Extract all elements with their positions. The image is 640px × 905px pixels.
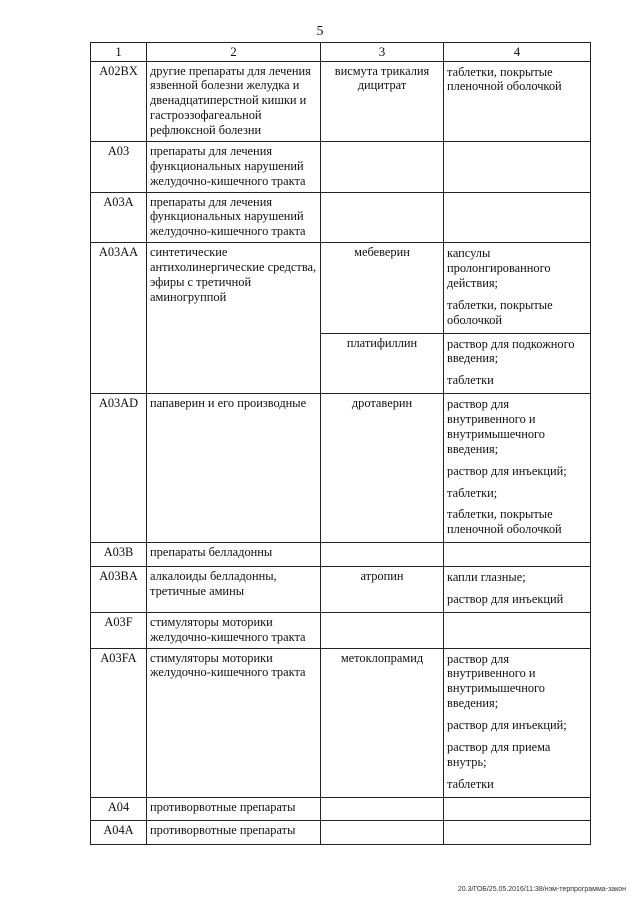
dosage-form bbox=[447, 195, 587, 213]
group-name-cell: другие препараты для лечения язвенной болезни желудка и двенадцатиперстной кишки и гастроэзофагеальной рефлюксной болезни bbox=[147, 61, 321, 141]
atc-code-cell: A03B bbox=[91, 543, 147, 567]
dosage-form: таблетки, покрытые оболочкой bbox=[447, 297, 553, 327]
dosage-forms-cell bbox=[444, 394, 591, 543]
dosage-form: капсулы пролонгированного действия; bbox=[447, 246, 551, 290]
table-row bbox=[91, 394, 591, 543]
drug-name-cell: атропин bbox=[321, 567, 444, 613]
dosage-forms-cell bbox=[444, 567, 591, 613]
atc-code-cell: A04A bbox=[91, 821, 147, 845]
table-row bbox=[91, 543, 591, 567]
dosage-forms-cell bbox=[444, 141, 591, 192]
dosage-forms-cell bbox=[444, 797, 591, 821]
dosage-form: таблетки, покрытые пленочной оболочкой bbox=[447, 507, 562, 537]
page-number: 5 bbox=[316, 24, 324, 39]
dosage-forms-cell bbox=[444, 543, 591, 567]
table-row bbox=[91, 612, 591, 648]
dosage-forms-cell bbox=[444, 612, 591, 648]
dosage-form: раствор для инъекций; bbox=[447, 718, 567, 733]
table-row bbox=[91, 141, 591, 192]
dosage-forms-cell bbox=[444, 243, 591, 333]
dosage-forms-cell bbox=[444, 192, 591, 243]
dosage-form: таблетки; bbox=[447, 485, 498, 500]
table-row bbox=[91, 567, 591, 613]
footer-stamp: 20.3/ГОБ/25.05.2016/11:38/нэм-терпрограмма-закон bbox=[457, 886, 626, 893]
dosage-form: раствор для инъекций bbox=[447, 591, 564, 606]
drug-name-cell bbox=[321, 797, 444, 821]
drug-name-cell bbox=[321, 612, 444, 648]
dosage-form: раствор для приема внутрь; bbox=[447, 739, 551, 769]
table-row bbox=[91, 648, 591, 797]
group-name-cell: препараты белладонны bbox=[147, 543, 321, 567]
header-cell-4: 4 bbox=[444, 43, 591, 62]
drug-name-cell: дротаверин bbox=[321, 394, 444, 543]
atc-code-cell: A02BX bbox=[91, 61, 147, 141]
drug-name-cell bbox=[321, 821, 444, 845]
atc-code-cell: A03A bbox=[91, 192, 147, 243]
dosage-form bbox=[447, 800, 587, 818]
dosage-form: таблетки bbox=[447, 373, 494, 388]
drug-name-cell: платифиллин bbox=[321, 333, 444, 394]
group-name-cell: папаверин и его производные bbox=[147, 394, 321, 543]
atc-code-cell: A03BA bbox=[91, 567, 147, 613]
table-row bbox=[91, 821, 591, 845]
drug-name-cell bbox=[321, 141, 444, 192]
group-name-cell: алкалоиды белладонны, третичные амины bbox=[147, 567, 321, 613]
dosage-forms-cell bbox=[444, 333, 591, 394]
drug-name-cell: метоклопрамид bbox=[321, 648, 444, 797]
header-cell-2: 2 bbox=[147, 43, 321, 62]
group-name-cell: стимуляторы моторики желудочно-кишечного тракта bbox=[147, 612, 321, 648]
drug-name-cell: мебеверин bbox=[321, 243, 444, 333]
group-name-cell: стимуляторы моторики желудочно-кишечного тракта bbox=[147, 648, 321, 797]
table-header-row bbox=[91, 43, 591, 62]
atc-code-cell: A03AD bbox=[91, 394, 147, 543]
dosage-form: раствор для подкожного введения; bbox=[447, 336, 575, 366]
group-name-cell: препараты для лечения функциональных нарушений желудочно-кишечного тракта bbox=[147, 192, 321, 243]
dosage-form bbox=[447, 545, 587, 563]
dosage-form: раствор для внутривенного и внутримышечного введения; bbox=[447, 397, 545, 456]
drug-name-cell: висмута трикалия дицитрат bbox=[321, 61, 444, 141]
dosage-form: раствор для внутривенного и внутримышечного введения; bbox=[447, 651, 545, 711]
dosage-form bbox=[447, 615, 587, 633]
group-name-cell: препараты для лечения функциональных нарушений желудочно-кишечного тракта bbox=[147, 141, 321, 192]
header-cell-1: 1 bbox=[91, 43, 147, 62]
atc-code-cell: A03AA bbox=[91, 243, 147, 394]
group-name-cell: синтетические антихолинергические средства, эфиры с третичной аминогруппой bbox=[147, 243, 321, 394]
dosage-form: таблетки bbox=[447, 776, 494, 791]
dosage-forms-cell bbox=[444, 61, 591, 141]
dosage-form: таблетки, покрытые пленочной оболочкой bbox=[447, 64, 562, 94]
atc-code-cell: A03 bbox=[91, 141, 147, 192]
atc-code-cell: A03FA bbox=[91, 648, 147, 797]
table-row bbox=[91, 797, 591, 821]
atc-code-cell: A03F bbox=[91, 612, 147, 648]
drug-table bbox=[90, 42, 591, 845]
group-name-cell: противорвотные препараты bbox=[147, 821, 321, 845]
dosage-form bbox=[447, 144, 587, 162]
group-name-cell: противорвотные препараты bbox=[147, 797, 321, 821]
header-cell-3: 3 bbox=[321, 43, 444, 62]
dosage-forms-cell bbox=[444, 648, 591, 797]
drug-name-cell bbox=[321, 192, 444, 243]
dosage-form bbox=[447, 823, 587, 841]
table-row bbox=[91, 61, 591, 141]
atc-code-cell: A04 bbox=[91, 797, 147, 821]
table-row bbox=[91, 192, 591, 243]
dosage-forms-cell bbox=[444, 821, 591, 845]
drug-name-cell bbox=[321, 543, 444, 567]
table-row bbox=[91, 243, 591, 333]
dosage-form: капли глазные; bbox=[447, 570, 526, 585]
dosage-form: раствор для инъекций; bbox=[447, 463, 567, 478]
